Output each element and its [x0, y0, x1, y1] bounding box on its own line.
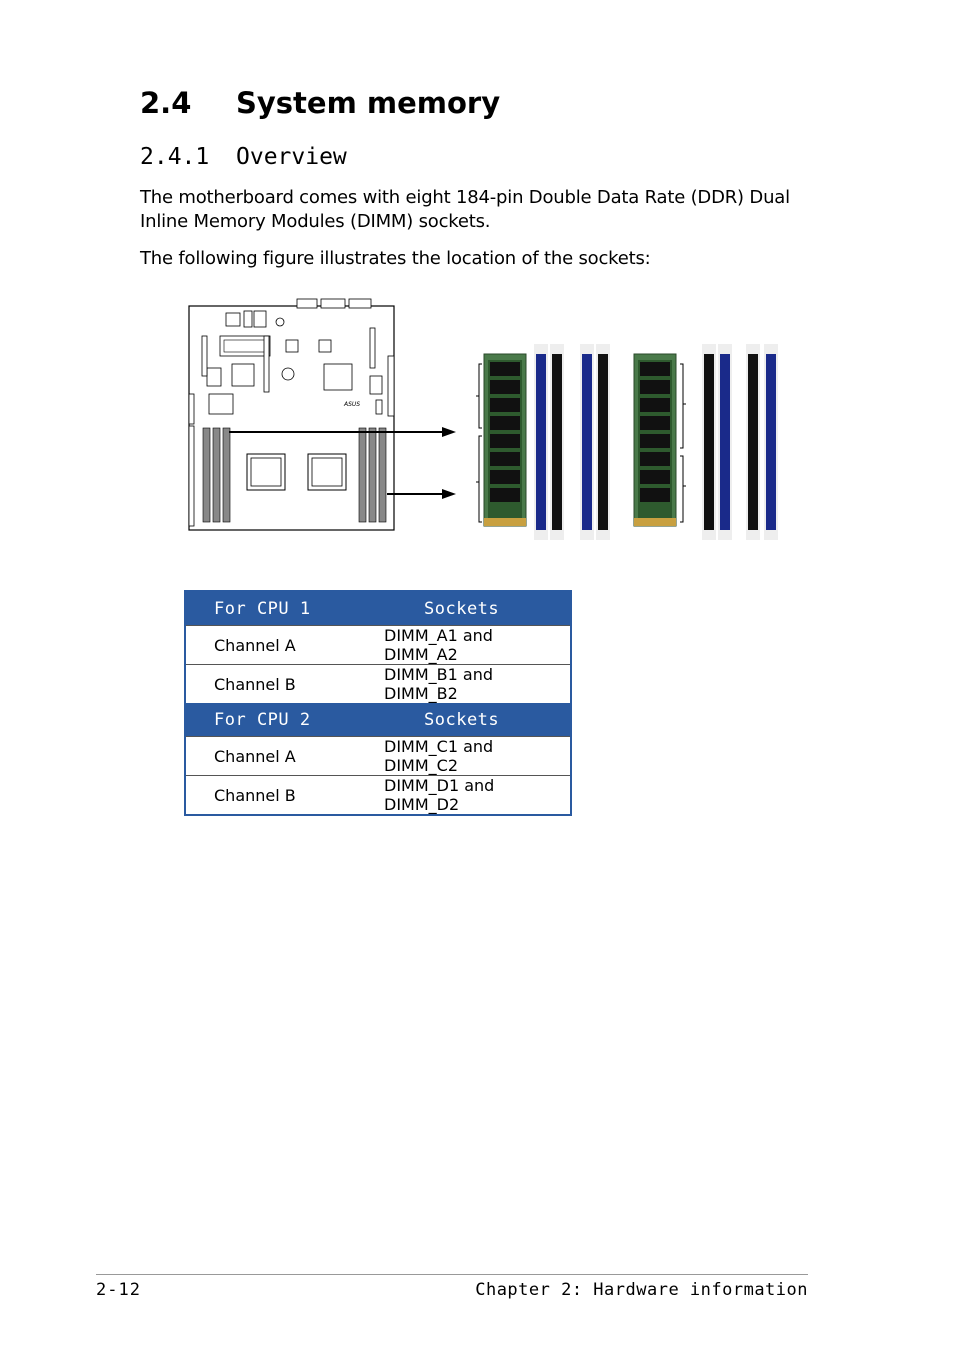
connector [349, 299, 371, 308]
memory-module [634, 354, 676, 526]
asus-logo: ASUS [344, 401, 361, 408]
chip [220, 336, 270, 356]
table-header-row [185, 703, 571, 737]
dimm-slot-left [213, 428, 220, 522]
header-sockets: Sockets [364, 703, 571, 737]
channel-cell: Channel B [185, 665, 364, 704]
table-row [185, 776, 571, 816]
dimm-slot [718, 344, 732, 540]
motherboard-diagram [189, 299, 456, 530]
chip [319, 340, 331, 352]
table-row [185, 737, 571, 776]
channel-cell: Channel B [185, 776, 364, 816]
dimm-slot-right [369, 428, 376, 522]
chip [244, 311, 252, 327]
header-sockets: Sockets [364, 591, 571, 626]
sockets-cell: DIMM_A1 and DIMM_A2 [364, 626, 571, 665]
dimm-slot [746, 344, 760, 540]
header-cpu: For CPU 2 [185, 703, 364, 737]
sockets-cell: DIMM_D1 and DIMM_D2 [364, 776, 571, 816]
subsection-title: Overview [236, 144, 347, 170]
connector [297, 299, 317, 308]
chip [324, 364, 352, 390]
connector [189, 426, 194, 526]
dimm-slot-right [359, 428, 366, 522]
dimm-slot [764, 344, 778, 540]
dimm-location-figure [184, 296, 784, 546]
footer-divider [96, 1274, 808, 1275]
arrow-head [442, 427, 456, 437]
figure-caption-paragraph: The following figure illustrates the location of the sockets: [140, 248, 651, 269]
slot [370, 328, 375, 368]
cpu1-socket [247, 454, 285, 490]
section-title: System memory [236, 86, 501, 120]
header-cpu: For CPU 1 [185, 591, 364, 626]
cpu2-socket [308, 454, 346, 490]
intro-paragraph: The motherboard comes with eight 184-pin Double Data Rate (DDR) Dual Inline Memory Modules (DIMM) sockets. [140, 187, 790, 232]
connector [388, 356, 394, 416]
dimm-slot-left [203, 428, 210, 522]
chapter-title: Chapter 2: Hardware information [475, 1280, 808, 1300]
channel-cell: Channel A [185, 737, 364, 776]
dimm-slot [534, 344, 548, 540]
slot [202, 336, 207, 376]
dimm-slot-left [223, 428, 230, 522]
arrow-head [442, 489, 456, 499]
slot [264, 336, 269, 392]
dimm-slot [550, 344, 564, 540]
page-number: 2-12 [96, 1280, 141, 1300]
chip [286, 340, 298, 352]
dimm-group-cpu1 [484, 344, 610, 540]
chip [370, 376, 382, 394]
sockets-cell: DIMM_B1 and DIMM_B2 [364, 665, 571, 704]
dimm-slot [596, 344, 610, 540]
sockets-cell: DIMM_C1 and DIMM_C2 [364, 737, 571, 776]
section-number: 2.4 [140, 86, 192, 120]
dimm-slot [580, 344, 594, 540]
connector [189, 394, 194, 424]
channel-cell: Channel A [185, 626, 364, 665]
subsection-number: 2.4.1 [140, 144, 210, 170]
socket-table [184, 590, 572, 816]
battery [282, 368, 294, 380]
dimm-group-cpu2 [634, 344, 778, 540]
dimm-slot-right [379, 428, 386, 522]
chip [207, 368, 221, 386]
chip [232, 364, 254, 386]
chip [254, 311, 266, 327]
table-row [185, 665, 571, 704]
table-row [185, 626, 571, 665]
chip [226, 313, 240, 326]
chip [209, 394, 233, 414]
section-heading [140, 86, 500, 120]
chip [376, 400, 382, 414]
memory-module [484, 354, 526, 526]
subsection-heading [140, 144, 347, 170]
mount-hole [276, 318, 284, 326]
table-header-row [185, 591, 571, 626]
dimm-slot [702, 344, 716, 540]
connector [321, 299, 345, 308]
